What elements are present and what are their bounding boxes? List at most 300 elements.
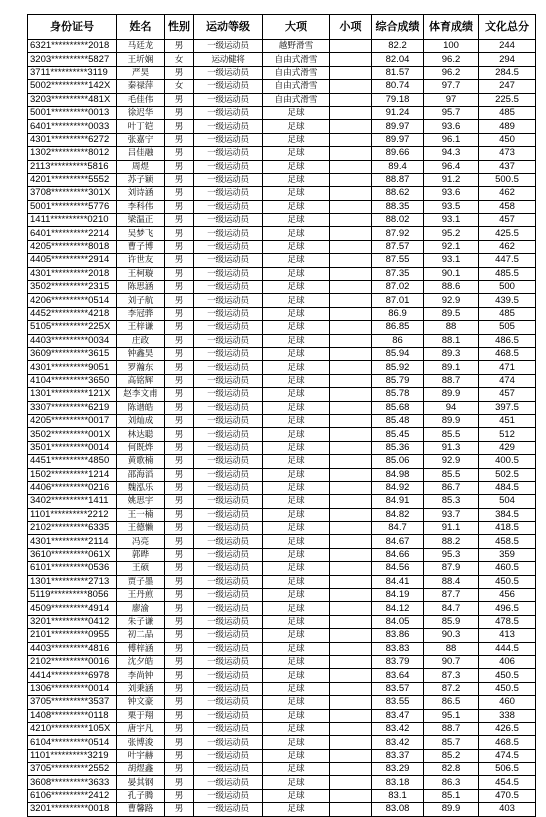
name-cell: 王一楠 xyxy=(117,508,165,521)
pe-score-cell: 86.7 xyxy=(424,481,479,494)
sport-cell: 足球 xyxy=(263,240,330,253)
table-row xyxy=(28,455,536,468)
event-cell xyxy=(330,66,372,79)
id-cell: 4205**********0017 xyxy=(28,414,117,427)
composite-score-cell: 83.79 xyxy=(372,655,424,668)
level-cell: 一级运动员 xyxy=(194,709,263,722)
name-cell: 赵李文甫 xyxy=(117,388,165,401)
cultural-score-cell: 460 xyxy=(479,696,536,709)
cultural-score-cell: 384.5 xyxy=(479,508,536,521)
name-cell: 刘灿成 xyxy=(117,414,165,427)
composite-score-cell: 82.2 xyxy=(372,40,424,53)
name-cell: 徐迟华 xyxy=(117,106,165,119)
name-cell: 何既烨 xyxy=(117,441,165,454)
pe-score-cell: 85.7 xyxy=(424,736,479,749)
cultural-score-cell: 468.5 xyxy=(479,736,536,749)
event-cell xyxy=(330,428,372,441)
gender-cell: 男 xyxy=(165,736,194,749)
gender-cell: 男 xyxy=(165,254,194,267)
pe-score-cell: 90.3 xyxy=(424,629,479,642)
sport-cell: 足球 xyxy=(263,374,330,387)
composite-score-cell: 86.9 xyxy=(372,307,424,320)
pe-score-cell: 91.3 xyxy=(424,441,479,454)
sport-cell: 足球 xyxy=(263,307,330,320)
id-cell: 1301**********121X xyxy=(28,388,117,401)
level-cell: 一级运动员 xyxy=(194,294,263,307)
gender-cell: 男 xyxy=(165,240,194,253)
sport-cell: 足球 xyxy=(263,763,330,776)
level-cell: 一级运动员 xyxy=(194,227,263,240)
pe-score-cell: 87.2 xyxy=(424,682,479,695)
gender-cell: 男 xyxy=(165,294,194,307)
table-row xyxy=(28,414,536,427)
pe-score-cell: 89.9 xyxy=(424,803,479,816)
pe-score-cell: 93.1 xyxy=(424,214,479,227)
sport-cell: 足球 xyxy=(263,294,330,307)
pe-score-cell: 89.3 xyxy=(424,347,479,360)
cultural-score-cell: 470.5 xyxy=(479,789,536,802)
composite-score-cell: 91.24 xyxy=(372,106,424,119)
composite-score-cell: 83.1 xyxy=(372,789,424,802)
composite-score-cell: 87.57 xyxy=(372,240,424,253)
composite-score-cell: 84.41 xyxy=(372,575,424,588)
cultural-score-cell: 244 xyxy=(479,40,536,53)
gender-cell: 男 xyxy=(165,66,194,79)
gender-cell: 男 xyxy=(165,749,194,762)
id-cell: 4201**********5552 xyxy=(28,173,117,186)
sport-cell: 足球 xyxy=(263,347,330,360)
id-cell: 3502**********001X xyxy=(28,428,117,441)
id-cell: 3609**********3615 xyxy=(28,347,117,360)
gender-cell: 男 xyxy=(165,789,194,802)
pe-score-cell: 89.9 xyxy=(424,414,479,427)
sport-cell: 足球 xyxy=(263,642,330,655)
cultural-score-cell: 500.5 xyxy=(479,173,536,186)
level-cell: 一级运动员 xyxy=(194,535,263,548)
level-cell: 一级运动员 xyxy=(194,736,263,749)
level-cell: 一级运动员 xyxy=(194,602,263,615)
composite-score-cell: 87.35 xyxy=(372,267,424,280)
sport-cell: 自由式滑雪 xyxy=(263,93,330,106)
cultural-score-cell: 359 xyxy=(479,548,536,561)
pe-score-cell: 88.1 xyxy=(424,334,479,347)
cultural-score-cell: 450.5 xyxy=(479,682,536,695)
table-row xyxy=(28,53,536,66)
name-cell: 苏子颖 xyxy=(117,173,165,186)
level-cell: 一级运动员 xyxy=(194,401,263,414)
cultural-score-cell: 474 xyxy=(479,374,536,387)
event-cell xyxy=(330,763,372,776)
id-cell: 6106**********2412 xyxy=(28,789,117,802)
composite-score-cell: 84.56 xyxy=(372,562,424,575)
id-cell: 1101**********3219 xyxy=(28,749,117,762)
name-cell: 李科伟 xyxy=(117,200,165,213)
cultural-score-cell: 338 xyxy=(479,709,536,722)
name-cell: 王圻娴 xyxy=(117,53,165,66)
id-cell: 4301**********2018 xyxy=(28,267,117,280)
gender-cell: 男 xyxy=(165,575,194,588)
composite-score-cell: 89.66 xyxy=(372,147,424,160)
sport-cell: 足球 xyxy=(263,160,330,173)
composite-score-cell: 85.94 xyxy=(372,347,424,360)
table-row xyxy=(28,173,536,186)
name-cell: 魏泓乐 xyxy=(117,481,165,494)
table-row xyxy=(28,388,536,401)
composite-score-cell: 84.91 xyxy=(372,495,424,508)
pe-score-cell: 91.1 xyxy=(424,522,479,535)
name-cell: 贾子墨 xyxy=(117,575,165,588)
cultural-score-cell: 426.5 xyxy=(479,722,536,735)
event-cell xyxy=(330,535,372,548)
table-row xyxy=(28,267,536,280)
gender-cell: 男 xyxy=(165,455,194,468)
gender-cell: 男 xyxy=(165,200,194,213)
sport-cell: 自由式滑雪 xyxy=(263,53,330,66)
cultural-score-cell: 458.5 xyxy=(479,535,536,548)
pe-score-cell: 85.9 xyxy=(424,615,479,628)
name-cell: 王梓谦 xyxy=(117,321,165,334)
name-cell: 王柯璇 xyxy=(117,267,165,280)
id-cell: 5119**********8056 xyxy=(28,589,117,602)
id-cell: 1411**********0210 xyxy=(28,214,117,227)
event-cell xyxy=(330,227,372,240)
event-cell xyxy=(330,669,372,682)
pe-score-cell: 85.3 xyxy=(424,495,479,508)
cultural-score-cell: 484.5 xyxy=(479,481,536,494)
level-cell: 一级运动员 xyxy=(194,696,263,709)
gender-cell: 男 xyxy=(165,629,194,642)
table-row xyxy=(28,294,536,307)
event-cell xyxy=(330,160,372,173)
cultural-score-cell: 462 xyxy=(479,240,536,253)
id-cell: 6104**********0514 xyxy=(28,736,117,749)
event-cell xyxy=(330,682,372,695)
gender-cell: 男 xyxy=(165,508,194,521)
cultural-score-cell: 247 xyxy=(479,80,536,93)
event-cell xyxy=(330,522,372,535)
pe-score-cell: 96.1 xyxy=(424,133,479,146)
table-row xyxy=(28,736,536,749)
composite-score-cell: 83.42 xyxy=(372,736,424,749)
name-cell: 刘诗涵 xyxy=(117,187,165,200)
composite-score-cell: 85.06 xyxy=(372,455,424,468)
id-cell: 2113**********5816 xyxy=(28,160,117,173)
sport-cell: 足球 xyxy=(263,106,330,119)
gender-cell: 男 xyxy=(165,468,194,481)
event-cell xyxy=(330,629,372,642)
sport-cell: 足球 xyxy=(263,789,330,802)
level-cell: 一级运动员 xyxy=(194,40,263,53)
pe-score-cell: 93.5 xyxy=(424,200,479,213)
level-cell: 一级运动员 xyxy=(194,562,263,575)
gender-cell: 男 xyxy=(165,374,194,387)
id-cell: 2102**********0016 xyxy=(28,655,117,668)
cultural-score-cell: 485.5 xyxy=(479,267,536,280)
id-cell: 3608**********3633 xyxy=(28,776,117,789)
event-cell xyxy=(330,736,372,749)
cultural-score-cell: 485 xyxy=(479,307,536,320)
table-row xyxy=(28,642,536,655)
id-cell: 3708**********301X xyxy=(28,187,117,200)
sport-cell: 足球 xyxy=(263,321,330,334)
pe-score-cell: 87.9 xyxy=(424,562,479,575)
event-cell xyxy=(330,361,372,374)
sport-cell: 足球 xyxy=(263,414,330,427)
pe-score-cell: 88 xyxy=(424,642,479,655)
sport-cell: 足球 xyxy=(263,147,330,160)
name-cell: 陈思涵 xyxy=(117,281,165,294)
event-cell xyxy=(330,615,372,628)
name-cell: 沈夕皓 xyxy=(117,655,165,668)
sport-cell: 足球 xyxy=(263,267,330,280)
pe-score-cell: 93.1 xyxy=(424,254,479,267)
gender-cell: 男 xyxy=(165,347,194,360)
level-cell: 一级运动员 xyxy=(194,374,263,387)
event-cell xyxy=(330,441,372,454)
event-cell xyxy=(330,321,372,334)
pe-score-cell: 88 xyxy=(424,321,479,334)
event-cell xyxy=(330,401,372,414)
pe-score-cell: 100 xyxy=(424,40,479,53)
table-row xyxy=(28,133,536,146)
event-cell xyxy=(330,468,372,481)
id-cell: 4451**********4850 xyxy=(28,455,117,468)
composite-score-cell: 83.86 xyxy=(372,629,424,642)
pe-score-cell: 95.2 xyxy=(424,227,479,240)
id-cell: 4301**********9051 xyxy=(28,361,117,374)
id-cell: 1502**********1214 xyxy=(28,468,117,481)
pe-score-cell: 85.2 xyxy=(424,749,479,762)
level-cell: 一级运动员 xyxy=(194,642,263,655)
composite-score-cell: 86 xyxy=(372,334,424,347)
pe-score-cell: 85.5 xyxy=(424,468,479,481)
table-row xyxy=(28,334,536,347)
composite-score-cell: 87.92 xyxy=(372,227,424,240)
event-cell xyxy=(330,307,372,320)
composite-score-cell: 84.05 xyxy=(372,615,424,628)
level-cell: 一级运动员 xyxy=(194,615,263,628)
sport-cell: 足球 xyxy=(263,388,330,401)
pe-score-cell: 97.7 xyxy=(424,80,479,93)
event-cell xyxy=(330,803,372,816)
name-cell: 叶宇赫 xyxy=(117,749,165,762)
composite-score-cell: 88.62 xyxy=(372,187,424,200)
level-cell: 一级运动员 xyxy=(194,93,263,106)
pe-score-cell: 88.7 xyxy=(424,722,479,735)
id-cell: 3711**********3119 xyxy=(28,66,117,79)
sport-cell: 自由式滑雪 xyxy=(263,66,330,79)
cultural-score-cell: 500 xyxy=(479,281,536,294)
composite-score-cell: 84.92 xyxy=(372,481,424,494)
gender-cell: 男 xyxy=(165,522,194,535)
pe-score-cell: 96.2 xyxy=(424,66,479,79)
gender-cell: 男 xyxy=(165,548,194,561)
gender-cell: 男 xyxy=(165,321,194,334)
table-row xyxy=(28,535,536,548)
event-cell xyxy=(330,776,372,789)
sport-cell: 足球 xyxy=(263,173,330,186)
composite-score-cell: 88.87 xyxy=(372,173,424,186)
event-cell xyxy=(330,120,372,133)
sport-cell: 足球 xyxy=(263,535,330,548)
name-cell: 刘秉涵 xyxy=(117,682,165,695)
composite-score-cell: 85.45 xyxy=(372,428,424,441)
pe-score-cell: 92.9 xyxy=(424,455,479,468)
sport-cell: 足球 xyxy=(263,548,330,561)
name-cell: 王德懒 xyxy=(117,522,165,535)
event-cell xyxy=(330,200,372,213)
composite-score-cell: 83.18 xyxy=(372,776,424,789)
table-row xyxy=(28,321,536,334)
event-cell xyxy=(330,374,372,387)
id-cell: 3705**********3537 xyxy=(28,696,117,709)
cultural-score-cell: 450.5 xyxy=(479,669,536,682)
table-row xyxy=(28,254,536,267)
composite-score-cell: 83.29 xyxy=(372,763,424,776)
cultural-score-cell: 425.5 xyxy=(479,227,536,240)
level-cell: 一级运动员 xyxy=(194,66,263,79)
event-cell xyxy=(330,347,372,360)
pe-score-cell: 88.4 xyxy=(424,575,479,588)
cultural-score-cell: 512 xyxy=(479,428,536,441)
id-cell: 1301**********2713 xyxy=(28,575,117,588)
level-cell: 一级运动员 xyxy=(194,133,263,146)
cultural-score-cell: 505 xyxy=(479,321,536,334)
id-cell: 4205**********8018 xyxy=(28,240,117,253)
pe-score-cell: 90.1 xyxy=(424,267,479,280)
cultural-score-cell: 502.5 xyxy=(479,468,536,481)
event-cell xyxy=(330,388,372,401)
composite-score-cell: 89.97 xyxy=(372,133,424,146)
level-cell: 一级运动员 xyxy=(194,481,263,494)
level-cell: 一级运动员 xyxy=(194,173,263,186)
cultural-score-cell: 429 xyxy=(479,441,536,454)
id-cell: 4206**********0514 xyxy=(28,294,117,307)
level-cell: 一级运动员 xyxy=(194,388,263,401)
cultural-score-cell: 504 xyxy=(479,495,536,508)
composite-score-cell: 83.47 xyxy=(372,709,424,722)
table-row xyxy=(28,361,536,374)
cultural-score-cell: 496.5 xyxy=(479,602,536,615)
id-cell: 1306**********0014 xyxy=(28,682,117,695)
event-cell xyxy=(330,240,372,253)
gender-cell: 男 xyxy=(165,281,194,294)
name-cell: 李尚钟 xyxy=(117,669,165,682)
gender-cell: 男 xyxy=(165,696,194,709)
name-cell: 李冠骅 xyxy=(117,307,165,320)
event-cell xyxy=(330,80,372,93)
sport-cell: 足球 xyxy=(263,361,330,374)
name-cell: 张博浚 xyxy=(117,736,165,749)
event-cell xyxy=(330,187,372,200)
level-cell: 一级运动员 xyxy=(194,495,263,508)
pe-score-cell: 88.6 xyxy=(424,281,479,294)
composite-score-cell: 83.08 xyxy=(372,803,424,816)
level-cell: 一级运动员 xyxy=(194,106,263,119)
composite-score-cell: 87.01 xyxy=(372,294,424,307)
level-cell: 一级运动员 xyxy=(194,267,263,280)
composite-score-cell: 84.19 xyxy=(372,589,424,602)
table-row xyxy=(28,347,536,360)
name-cell: 冯亮 xyxy=(117,535,165,548)
sport-cell: 足球 xyxy=(263,669,330,682)
name-cell: 王丹煎 xyxy=(117,589,165,602)
gender-cell: 男 xyxy=(165,361,194,374)
gender-cell: 男 xyxy=(165,441,194,454)
id-cell: 4405**********2914 xyxy=(28,254,117,267)
event-cell xyxy=(330,40,372,53)
table-row xyxy=(28,602,536,615)
pe-score-cell: 95.7 xyxy=(424,106,479,119)
composite-score-cell: 85.92 xyxy=(372,361,424,374)
gender-cell: 男 xyxy=(165,562,194,575)
cultural-score-cell: 397.5 xyxy=(479,401,536,414)
id-cell: 1302**********8012 xyxy=(28,147,117,160)
name-cell: 曹子博 xyxy=(117,240,165,253)
level-cell: 一级运动员 xyxy=(194,414,263,427)
table-row xyxy=(28,214,536,227)
table-row xyxy=(28,722,536,735)
composite-score-cell: 84.82 xyxy=(372,508,424,521)
composite-score-cell: 84.98 xyxy=(372,468,424,481)
level-cell: 一级运动员 xyxy=(194,254,263,267)
name-cell: 钟鑫昊 xyxy=(117,347,165,360)
name-cell: 罗瀚东 xyxy=(117,361,165,374)
sport-cell: 足球 xyxy=(263,562,330,575)
cultural-score-cell: 447.5 xyxy=(479,254,536,267)
gender-cell: 男 xyxy=(165,173,194,186)
id-cell: 3402**********1411 xyxy=(28,495,117,508)
table-row xyxy=(28,709,536,722)
event-cell xyxy=(330,133,372,146)
gender-cell: 女 xyxy=(165,53,194,66)
composite-score-cell: 84.67 xyxy=(372,535,424,548)
table-row xyxy=(28,562,536,575)
event-cell xyxy=(330,481,372,494)
event-cell xyxy=(330,589,372,602)
gender-cell: 男 xyxy=(165,495,194,508)
cultural-score-cell: 485 xyxy=(479,106,536,119)
composite-score-cell: 85.48 xyxy=(372,414,424,427)
cultural-score-cell: 474.5 xyxy=(479,749,536,762)
name-cell: 吕佳融 xyxy=(117,147,165,160)
header-sport: 大项 xyxy=(263,15,330,40)
composite-score-cell: 83.64 xyxy=(372,669,424,682)
cultural-score-cell: 403 xyxy=(479,803,536,816)
cultural-score-cell: 458 xyxy=(479,200,536,213)
level-cell: 一级运动员 xyxy=(194,789,263,802)
table-row xyxy=(28,240,536,253)
cultural-score-cell: 506.5 xyxy=(479,763,536,776)
cultural-score-cell: 457 xyxy=(479,388,536,401)
composite-score-cell: 82.04 xyxy=(372,53,424,66)
cultural-score-cell: 406 xyxy=(479,655,536,668)
id-cell: 5001**********0013 xyxy=(28,106,117,119)
gender-cell: 女 xyxy=(165,80,194,93)
id-cell: 4509**********4914 xyxy=(28,602,117,615)
sport-cell: 足球 xyxy=(263,495,330,508)
composite-score-cell: 83.57 xyxy=(372,682,424,695)
sport-cell: 足球 xyxy=(263,776,330,789)
name-cell: 秦禄萍 xyxy=(117,80,165,93)
id-cell: 3705**********2552 xyxy=(28,763,117,776)
cultural-score-cell: 450.5 xyxy=(479,575,536,588)
table-row xyxy=(28,763,536,776)
table-row xyxy=(28,803,536,816)
cultural-score-cell: 437 xyxy=(479,160,536,173)
id-cell: 2102**********6335 xyxy=(28,522,117,535)
table-row xyxy=(28,106,536,119)
